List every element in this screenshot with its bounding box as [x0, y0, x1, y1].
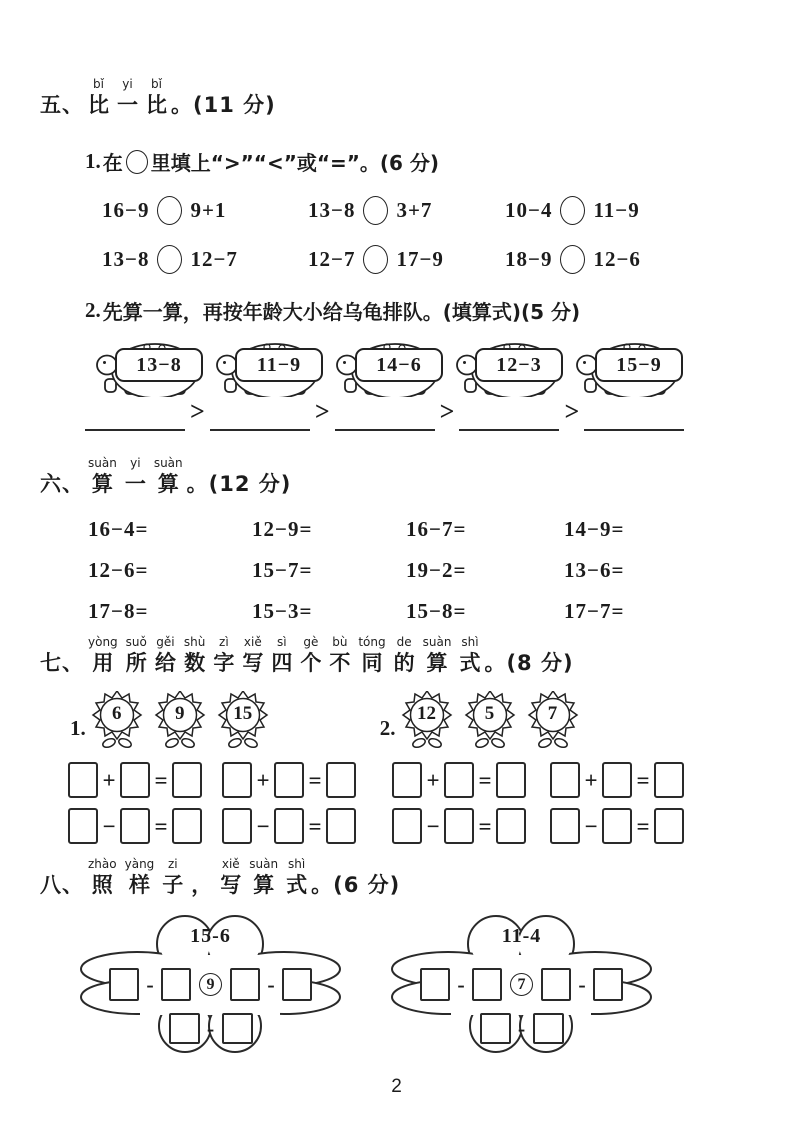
hanzi-label: 同 [361, 650, 383, 675]
right-expression: 9+1 [190, 198, 227, 223]
calc-problem[interactable]: 17−8= [88, 599, 149, 624]
plus-operator: + [584, 767, 598, 793]
title-char [216, 858, 245, 899]
example-expression: 11-4 [501, 925, 542, 948]
comparison-circle[interactable] [157, 196, 182, 225]
calc-problem[interactable]: 15−7= [252, 558, 313, 583]
right-expression: 17−9 [396, 247, 444, 272]
section7-score: 。(8 分) [484, 650, 574, 675]
answer-box[interactable] [68, 762, 98, 798]
turtle [455, 337, 569, 397]
equation-group [550, 762, 684, 798]
calc-problem[interactable]: 15−8= [406, 599, 467, 624]
hanzi-label: 子 [162, 873, 184, 898]
answer-box[interactable] [282, 968, 312, 1001]
hanzi-label: ， [191, 873, 213, 898]
spiky-number-badge [91, 691, 143, 749]
turtle [215, 337, 329, 397]
answer-box[interactable] [222, 762, 252, 798]
equation-group [222, 808, 356, 844]
clover-bottom-row [80, 1013, 341, 1044]
title-char [121, 858, 159, 899]
equation-group [68, 808, 202, 844]
comparison-grid [102, 196, 757, 274]
title-char [282, 858, 311, 899]
title-char [84, 457, 121, 498]
answer-box[interactable] [109, 968, 139, 1001]
equals-operator: = [478, 813, 492, 839]
minus-operator: − [256, 813, 270, 839]
turtle-expression: 15−9 [595, 348, 683, 382]
plus-operator: + [102, 767, 116, 793]
answer-circle: 9 [199, 973, 222, 996]
answer-blank[interactable] [85, 407, 185, 431]
question-text-post: 里填上“>”“<”或“=”。(6 分) [150, 151, 440, 176]
pinyin-label: suàn [88, 456, 117, 471]
hanzi-label: 一 [117, 92, 138, 117]
question-5-2 [85, 296, 757, 325]
question-text: 先算一算，再按年龄大小给乌龟排队。(填算式)(5 分) [102, 300, 581, 325]
answer-box[interactable] [480, 1013, 511, 1044]
title-char [84, 636, 122, 677]
clover-diagrams-row [80, 913, 757, 1055]
comparison-circle[interactable] [560, 196, 585, 225]
pinyin-label: xiě [243, 635, 262, 650]
clover-bottom-row [391, 1013, 652, 1044]
hanzi-label: 样 [128, 873, 150, 898]
hanzi-label: 所 [125, 650, 147, 675]
answer-box[interactable] [654, 808, 684, 844]
equation-group [392, 762, 526, 798]
turtle-expression: 12−3 [475, 348, 563, 382]
calc-problem[interactable]: 12−9= [252, 517, 313, 542]
hanzi-label: 算 [253, 873, 275, 898]
left-expression: 10−4 [505, 198, 553, 223]
pinyin-label: gěi [156, 635, 175, 650]
pinyin-label: suǒ [125, 635, 147, 650]
equals-operator: = [636, 813, 650, 839]
spiky-number-badge [527, 691, 579, 749]
answer-blank[interactable] [335, 407, 435, 431]
section8-score: 。(6 分) [311, 873, 401, 898]
page-number: 2 [391, 1076, 402, 1097]
title-char [150, 457, 187, 498]
pinyin-label: yòng [88, 635, 118, 650]
title-char [325, 636, 354, 677]
spiky-number-badge [154, 691, 206, 749]
right-expression: 12−7 [190, 247, 238, 272]
calc-problem[interactable]: 12−6= [88, 558, 149, 583]
question-label: 2. [85, 298, 101, 323]
hanzi-label: 写 [220, 873, 242, 898]
hanzi-label: 照 [91, 873, 113, 898]
hanzi-label: 比 [88, 92, 109, 117]
title-char [238, 636, 267, 677]
answer-box[interactable] [392, 762, 422, 798]
pinyin-label: shì [288, 857, 306, 872]
answer-box[interactable] [169, 1013, 200, 1044]
hanzi-label: 一 [124, 471, 146, 496]
pinyin-label: tóng [358, 635, 386, 650]
given-number: 15 [233, 703, 253, 725]
answer-box[interactable] [541, 968, 571, 1001]
spiky-number-badge [401, 691, 453, 749]
calc-problem[interactable]: 16−4= [88, 517, 149, 542]
section8-number: 八、 [40, 873, 84, 898]
addition-equation-row [68, 762, 757, 798]
hanzi-label: 算 [157, 471, 179, 496]
equals-operator: = [154, 813, 168, 839]
pinyin-label: bǐ [151, 77, 162, 91]
comparison-circle[interactable] [363, 245, 388, 274]
minus-operator: - [267, 971, 275, 997]
pinyin-label: xiě [221, 857, 240, 872]
hanzi-label: 的 [393, 650, 415, 675]
subtraction-equation-row [68, 808, 757, 844]
title-char [296, 636, 325, 677]
hanzi-label: 算 [91, 471, 113, 496]
answer-box[interactable] [222, 1013, 253, 1044]
minus-operator: - [517, 1015, 526, 1041]
right-expression: 11−9 [593, 198, 640, 223]
comparison-circle[interactable] [363, 196, 388, 225]
spiky-number-badge [464, 691, 516, 749]
title-char [390, 636, 419, 677]
title-char [267, 636, 296, 677]
equation-group [392, 808, 526, 844]
pinyin-label: yàng [124, 857, 155, 872]
equation-group [68, 762, 202, 798]
comparison-problem [308, 245, 505, 274]
comparison-problem [505, 196, 757, 225]
title-char [187, 872, 216, 899]
turtle [575, 337, 689, 397]
hanzi-label: 式 [459, 650, 481, 675]
pinyin-label: suàn [153, 456, 183, 471]
answer-box[interactable] [274, 762, 304, 798]
minus-operator: − [584, 813, 598, 839]
section8-title [40, 858, 757, 899]
answer-box[interactable] [161, 968, 191, 1001]
equation-group [222, 762, 356, 798]
question-label: 1. [85, 149, 101, 174]
pinyin-label: shì [461, 635, 479, 650]
pinyin-label: de [396, 635, 412, 650]
minus-operator: − [102, 813, 116, 839]
comparison-problem [102, 196, 308, 225]
hanzi-label: 不 [329, 650, 351, 675]
title-char [151, 636, 180, 677]
pinyin-label: bù [332, 635, 348, 650]
answer-box[interactable] [274, 808, 304, 844]
answer-box[interactable] [472, 968, 502, 1001]
answer-box[interactable] [654, 762, 684, 798]
question-text-pre: 在 [102, 151, 123, 176]
question-label: 2. [379, 716, 396, 741]
calc-problem[interactable]: 16−7= [406, 517, 467, 542]
minus-operator: − [426, 813, 440, 839]
turtle-expression: 13−8 [115, 348, 203, 382]
title-char [113, 78, 142, 119]
equals-operator: = [636, 767, 650, 793]
given-number: 9 [175, 703, 185, 725]
section7-title [40, 636, 757, 677]
ordering-blanks [85, 397, 757, 431]
equals-operator: = [154, 767, 168, 793]
clover-middle-row [80, 968, 341, 1001]
minus-operator: - [206, 1015, 215, 1041]
answer-box[interactable] [444, 762, 474, 798]
answer-blank[interactable] [459, 407, 559, 431]
calculation-grid [88, 514, 757, 626]
answer-blank[interactable] [210, 407, 310, 431]
question-label: 1. [70, 716, 86, 741]
title-char [142, 78, 171, 119]
answer-box[interactable] [550, 762, 580, 798]
left-expression: 13−8 [102, 247, 150, 272]
pinyin-label: yi [130, 456, 141, 471]
minus-operator: - [578, 971, 586, 997]
section6-number: 六、 [40, 471, 84, 496]
pinyin-label: zi [167, 857, 178, 872]
turtle-row [95, 337, 757, 397]
title-char [122, 636, 151, 677]
hanzi-label: 字 [213, 650, 235, 675]
calc-problem[interactable]: 13−6= [564, 558, 625, 583]
answer-box[interactable] [550, 808, 580, 844]
pinyin-label: yi [122, 77, 133, 91]
greater-than-sign: > [564, 397, 580, 427]
comparison-problem [308, 196, 505, 225]
given-number: 12 [417, 703, 436, 725]
left-expression: 13−8 [308, 198, 356, 223]
comparison-problem [102, 245, 308, 274]
answer-box[interactable] [593, 968, 623, 1001]
turtle-expression: 14−6 [355, 348, 443, 382]
answer-box[interactable] [420, 968, 450, 1001]
calc-problem[interactable]: 19−2= [406, 558, 467, 583]
answer-box[interactable] [120, 762, 150, 798]
answer-box[interactable] [602, 808, 632, 844]
title-char [419, 636, 456, 677]
clover-diagram [80, 913, 341, 1055]
pinyin-label: shù [183, 635, 206, 650]
title-char [121, 457, 150, 498]
title-char [209, 636, 238, 677]
fill-circle-icon [126, 150, 148, 174]
minus-operator: - [146, 971, 154, 997]
title-char [455, 636, 484, 677]
calc-problem[interactable]: 17−7= [564, 599, 625, 624]
plus-operator: + [426, 767, 440, 793]
example-expression: 15-6 [190, 925, 231, 948]
answer-box[interactable] [533, 1013, 564, 1044]
hanzi-label: 比 [146, 92, 167, 117]
equals-operator: = [308, 813, 322, 839]
pinyin-label: gè [303, 635, 319, 650]
right-expression: 3+7 [396, 198, 433, 223]
hanzi-label: 写 [242, 650, 264, 675]
answer-box[interactable] [222, 808, 252, 844]
left-expression: 12−7 [308, 247, 356, 272]
given-numbers-row [70, 691, 757, 749]
left-expression: 18−9 [505, 247, 553, 272]
section5-title [40, 78, 757, 119]
title-char [180, 636, 209, 677]
answer-box[interactable] [120, 808, 150, 844]
given-number: 5 [484, 703, 495, 725]
title-char [158, 858, 187, 899]
left-expression: 16−9 [102, 198, 150, 223]
given-number: 6 [112, 703, 122, 725]
answer-box[interactable] [602, 762, 632, 798]
answer-box[interactable] [496, 808, 526, 844]
comparison-circle[interactable] [157, 245, 182, 274]
greater-than-sign: > [190, 397, 205, 427]
answer-box[interactable] [326, 762, 356, 798]
hanzi-label: 算 [426, 650, 448, 675]
answer-box[interactable] [496, 762, 526, 798]
turtle-expression: 11−9 [235, 348, 323, 382]
comparison-circle[interactable] [560, 245, 585, 274]
hanzi-label: 四 [271, 650, 293, 675]
answer-box[interactable] [68, 808, 98, 844]
calc-problem[interactable]: 14−9= [564, 517, 625, 542]
right-expression: 12−6 [593, 247, 641, 272]
comparison-problem [505, 245, 757, 274]
section6-title [40, 457, 757, 498]
answer-box[interactable] [326, 808, 356, 844]
spiky-number-badge [217, 691, 269, 749]
pinyin-label: sì [277, 635, 287, 650]
answer-blank[interactable] [584, 407, 684, 431]
section5-number: 五、 [40, 92, 84, 117]
pinyin-label: zhào [88, 857, 117, 872]
section7-number: 七、 [40, 650, 84, 675]
pinyin-label: bǐ [93, 77, 104, 91]
clover-diagram [391, 913, 652, 1055]
answer-box[interactable] [172, 808, 202, 844]
answer-box[interactable] [392, 808, 422, 844]
equation-group [550, 808, 684, 844]
title-char [354, 636, 389, 677]
turtle [95, 337, 209, 397]
answer-box[interactable] [444, 808, 474, 844]
equals-operator: = [308, 767, 322, 793]
equals-operator: = [478, 767, 492, 793]
section6-score: 。(12 分) [186, 471, 292, 496]
title-char [84, 78, 113, 119]
answer-box[interactable] [172, 762, 202, 798]
hanzi-label: 用 [92, 650, 114, 675]
turtle [335, 337, 449, 397]
title-char [245, 858, 282, 899]
plus-operator: + [256, 767, 270, 793]
hanzi-label: 数 [184, 650, 206, 675]
greater-than-sign: > [314, 397, 330, 427]
section5-score: 。(11 分) [171, 92, 276, 117]
hanzi-label: 给 [154, 650, 176, 675]
pinyin-label: zì [219, 635, 229, 650]
answer-circle: 7 [510, 973, 533, 996]
hanzi-label: 个 [300, 650, 322, 675]
hanzi-label: 式 [286, 873, 308, 898]
greater-than-sign: > [439, 397, 455, 427]
pinyin-label: suàn [422, 635, 452, 650]
title-char [84, 858, 121, 899]
minus-operator: - [457, 971, 465, 997]
clover-middle-row [391, 968, 652, 1001]
answer-box[interactable] [230, 968, 260, 1001]
calc-problem[interactable]: 15−3= [252, 599, 313, 624]
question-5-1 [85, 147, 757, 176]
given-number: 7 [547, 703, 558, 725]
pinyin-label: suàn [249, 857, 279, 872]
